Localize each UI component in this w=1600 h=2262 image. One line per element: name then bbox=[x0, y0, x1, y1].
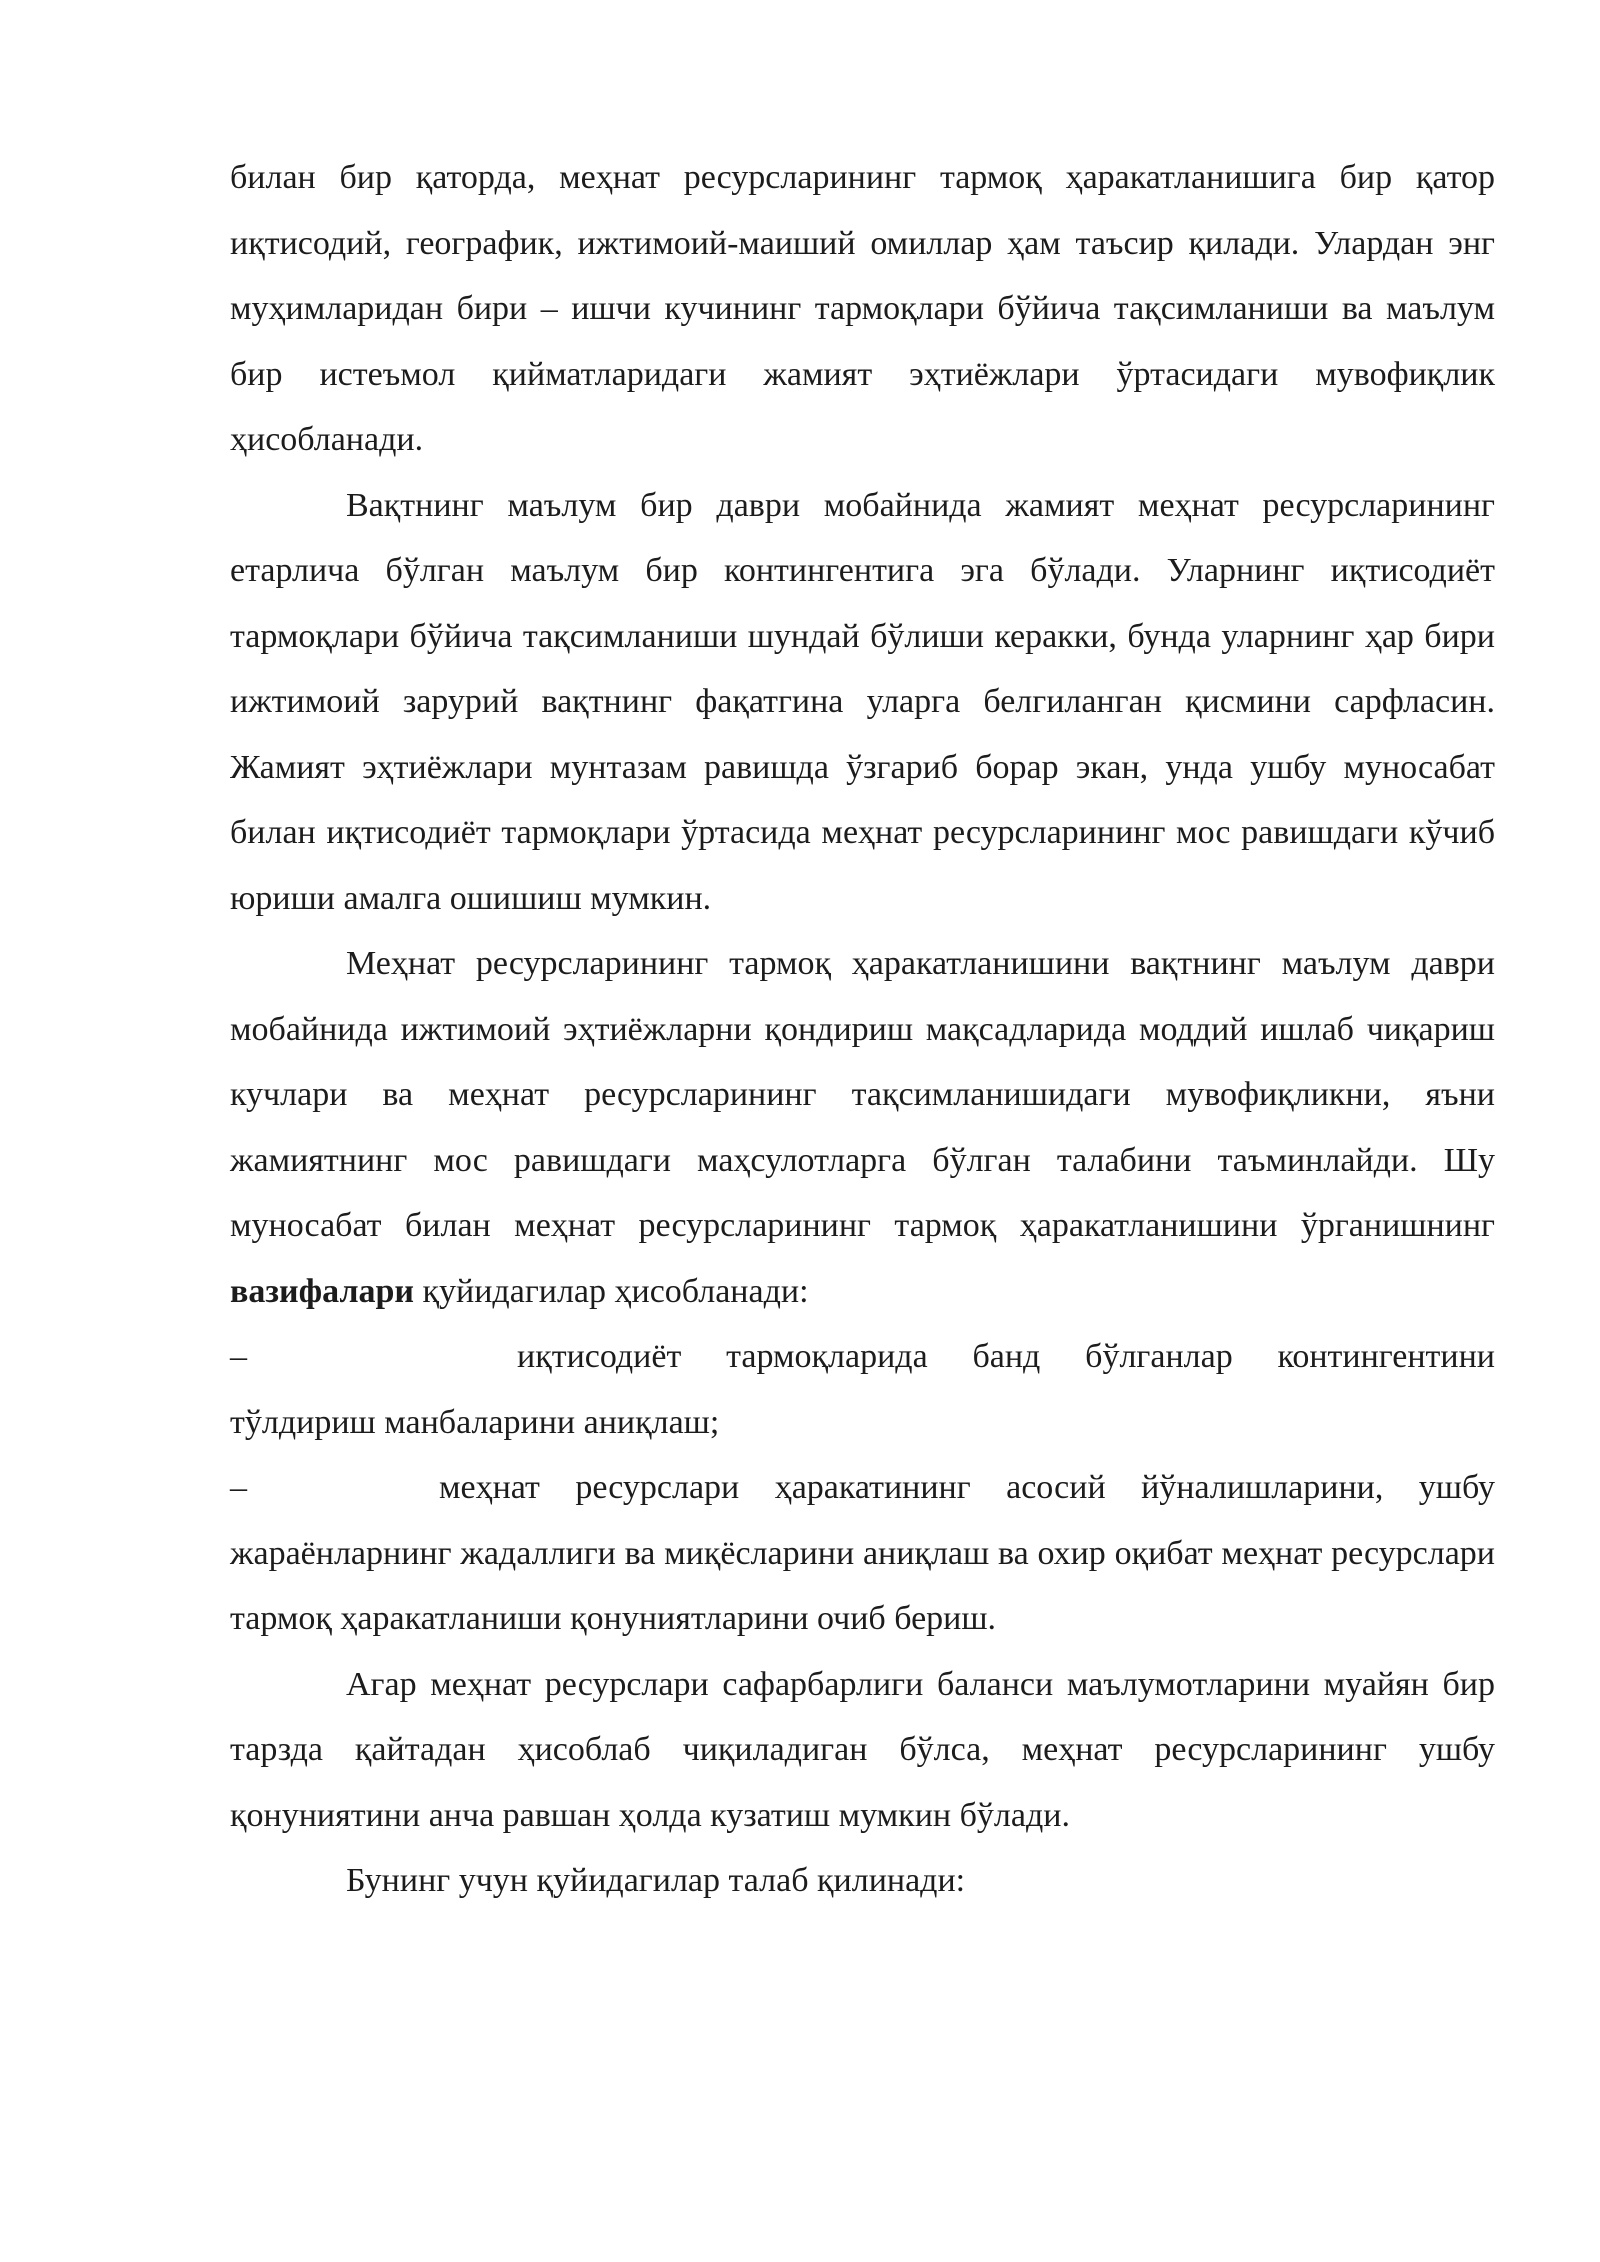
paragraph-5: Бунинг учун қуйидагилар талаб қилинади: bbox=[346, 1862, 966, 1899]
paragraph-3-bold-term: вазифалари bbox=[230, 1272, 415, 1310]
document-body bbox=[230, 145, 1495, 1914]
paragraph-2: Вақтнинг маълум бир даври мобайнида жамият меҳнат ресурсларининг етарлича бўлган маълум бир контингентига эга бўлади. Уларнинг иқтисодиёт тармоқлари бўйича тақсимланиши шундай бўлиши керакки, бунда уларнинг ҳар бири ижтимоий зарурий вақтнинг фақатгина уларга белгиланган қисмини сарфласин. Жамият эҳтиёжлари мунтазам равишда ўзгариб борар экан, унда ушбу муносабат билан иқтисодиёт тармоқлари ўртасида меҳнат ресурсларининг мос равишдаги кўчиб юриши амалга ошишиш мумкин. bbox=[230, 486, 1495, 917]
list-item-1-dash: – bbox=[230, 1338, 247, 1375]
list-item-2-text: меҳнат ресурслари ҳаракатининг асосий йўналишларини, ушбу жараёнларнинг жадаллиги ва миқёсларини аниқлаш ва охир оқибат меҳнат ресурслари тармоқ ҳаракатланиши қонуниятларини очиб бериш. bbox=[230, 1469, 1495, 1637]
list-item-1 bbox=[230, 1324, 1495, 1455]
list-item-1-text: иқтисодиёт тармоқларида банд бўлганлар контингентини тўлдириш манбаларини аниқлаш; bbox=[230, 1338, 1495, 1441]
paragraph-3-text-start: Меҳнат ресурсларининг тармоқ ҳаракатланишини вақтнинг маълум даври мобайнида ижтимоий эҳтиёжларни қондириш мақсадларида моддий ишлаб чиқариш кучлари ва меҳнат ресурсларининг тақсимланишидаги мувофиқликни, яъни жамиятнинг мос равишдаги маҳсулотларга бўлган талабини таъминлайди. Шу муносабат билан меҳнат ресурсларининг тармоқ ҳаракатланишини ўрганишнинг bbox=[230, 945, 1495, 1244]
list-item-2 bbox=[230, 1455, 1495, 1652]
paragraph-1: билан бир қаторда, меҳнат ресурсларининг тармоқ ҳаракатланишига бир қатор иқтисодий, географик, ижтимоий-маиший омиллар ҳам таъсир қилади. Улардан энг муҳимларидан бири – ишчи кучининг тармоқлари бўйича тақсимланиши ва маълум бир истеъмол қийматларидаги жамият эҳтиёжлари ўртасидаги мувофиқлик ҳисобланади. bbox=[230, 159, 1495, 458]
list-item-2-dash: – bbox=[230, 1469, 247, 1506]
paragraph-4: Агар меҳнат ресурслари сафарбарлиги баланси маълумотларини муайян бир тарзда қайтадан ҳисоблаб чиқиладиган бўлса, меҳнат ресурсларининг ушбу қонуниятини анча равшан ҳолда кузатиш мумкин бўлади. bbox=[230, 1665, 1495, 1834]
paragraph-3-text-end: қуйидагилар ҳисобланади: bbox=[422, 1272, 809, 1310]
paragraph-3 bbox=[230, 931, 1495, 1324]
